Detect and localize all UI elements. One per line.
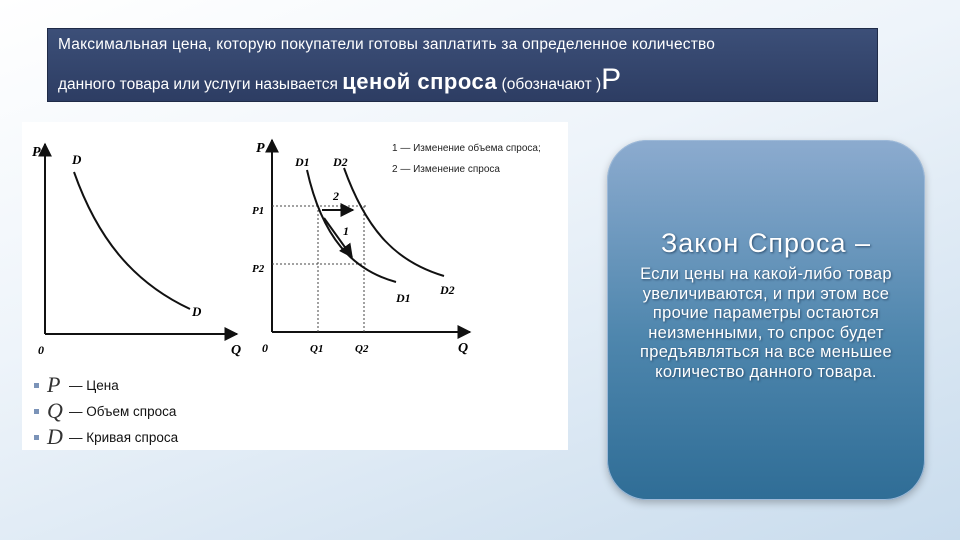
legend-text: — Цена [69, 377, 119, 393]
card-title: Закон Спроса – [660, 228, 872, 258]
label-d2-bottom: D2 [440, 283, 455, 297]
left-y-label: P [32, 145, 41, 160]
curve-d2 [344, 168, 444, 276]
legend-symbol: D [47, 424, 63, 449]
bullet-icon [34, 409, 39, 414]
right-x-label: Q [458, 341, 469, 356]
label-d2-top: D2 [333, 155, 348, 169]
left-origin: 0 [38, 343, 44, 357]
left-curve-label-bottom: D [192, 304, 202, 319]
legend-item [34, 424, 284, 450]
legend-item [34, 372, 284, 398]
label-d1-top: D1 [295, 155, 310, 169]
right-y-label: P [256, 141, 265, 156]
header-banner [47, 28, 878, 102]
definition-prefix: данного товара или услуги называется [58, 76, 338, 93]
label-q1: Q1 [310, 343, 324, 355]
left-curve-label-top: D [72, 152, 82, 167]
definition-symbol: P [601, 63, 622, 96]
label-p2: P2 [252, 263, 265, 275]
left-x-label: Q [231, 343, 242, 358]
note-2: 2 — Изменение спроса [392, 164, 500, 175]
right-origin: 0 [262, 341, 268, 355]
legend-symbol: P [47, 372, 61, 397]
arrow-label-2: 2 [333, 189, 339, 203]
legend-symbol: Q [47, 398, 63, 423]
definition-line-2 [58, 63, 867, 97]
label-q2: Q2 [355, 343, 369, 355]
definition-paren: (обозначают ) [501, 76, 602, 93]
legend-text: — Объем спроса [69, 403, 177, 419]
bullet-icon [34, 383, 39, 388]
legend [34, 372, 284, 450]
label-p1: P1 [252, 205, 265, 217]
legend-text: — Кривая спроса [69, 429, 179, 445]
left-demand-curve [74, 172, 190, 309]
card-text: Если цены на какой-либо товар увеличиваются, и при этом все прочие параметры остаются неизменными, то спрос будет предъявляться на все меньшее количество данного товара. [640, 265, 892, 381]
arrow-label-1: 1 [343, 224, 349, 238]
label-d1-bottom: D1 [396, 291, 411, 305]
definition-line-1: Максимальная цена, которую покупатели готовы заплатить за определенное количество [58, 36, 716, 53]
definition-term: ценой спроса [342, 69, 498, 94]
bullet-icon [34, 435, 39, 440]
note-1: 1 — Изменение объема спроса; [392, 143, 541, 154]
law-of-demand-card [607, 140, 925, 500]
legend-item [34, 398, 284, 424]
